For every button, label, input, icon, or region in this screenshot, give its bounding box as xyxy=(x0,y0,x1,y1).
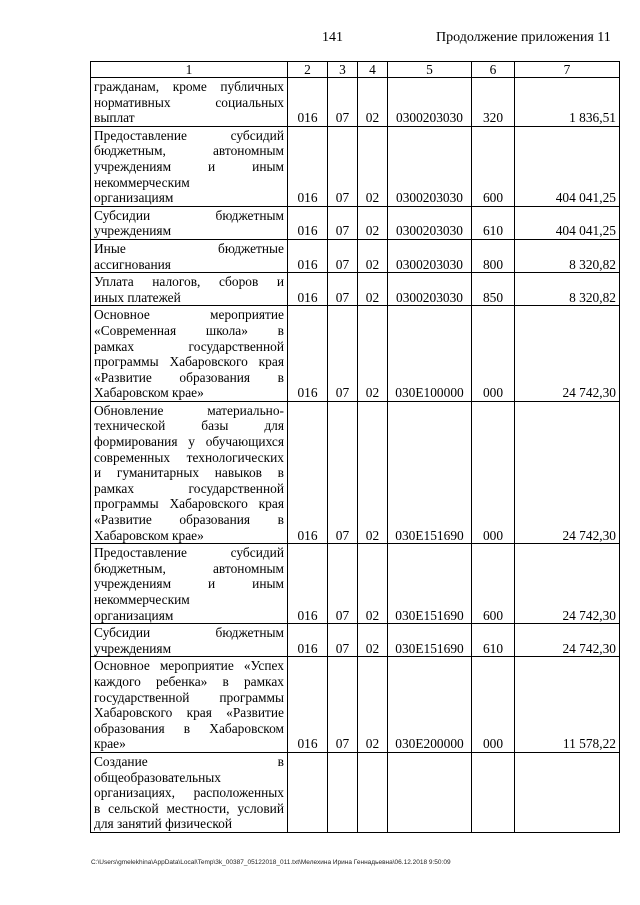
row-name-line: «Развитие образования в xyxy=(94,369,284,385)
row-name-line: программы Хабаровского края xyxy=(94,496,284,512)
row-name-line: Хабаровского края «Развитие xyxy=(94,705,284,721)
subsection-code-cell: 02 xyxy=(358,239,388,272)
row-name-line: рамках государственной xyxy=(94,338,284,354)
row-name-line: бюджетным, автономным xyxy=(94,143,284,159)
row-name-line: Предоставление субсидий xyxy=(94,127,284,143)
ministry-code-cell: 016 xyxy=(288,401,328,543)
amount-cell: 24 742,30 xyxy=(515,306,620,402)
column-header: 5 xyxy=(388,62,472,78)
row-name-line: Обновление материально- xyxy=(94,402,284,418)
expense-type-cell: 800 xyxy=(472,239,515,272)
appendix-title: Продолжение приложения 11 xyxy=(436,30,611,45)
subsection-code-cell: 02 xyxy=(358,126,388,206)
row-name-cell xyxy=(91,624,288,657)
row-name-line: ассигнования xyxy=(94,256,171,272)
table-row xyxy=(91,544,620,624)
amount-cell: 404 041,25 xyxy=(515,126,620,206)
section-code-cell: 07 xyxy=(328,239,358,272)
row-name-line: общеобразовательных xyxy=(94,769,222,785)
target-article-cell: 0300203030 xyxy=(388,78,472,127)
section-code-cell: 07 xyxy=(328,657,358,753)
row-name-line: Создание в xyxy=(94,753,284,769)
ministry-code-cell: 016 xyxy=(288,239,328,272)
table-row xyxy=(91,401,620,543)
section-code-cell: 07 xyxy=(328,544,358,624)
section-code-cell: 07 xyxy=(328,306,358,402)
row-name-cell xyxy=(91,752,288,832)
expense-type-cell: 600 xyxy=(472,544,515,624)
target-article-cell: 0300203030 xyxy=(388,239,472,272)
table-row xyxy=(91,126,620,206)
row-name-line: Хабаровском крае» xyxy=(94,385,204,401)
row-name-line: программы Хабаровского края xyxy=(94,354,284,370)
row-name-line: бюджетным, автономным xyxy=(94,560,284,576)
target-article-cell xyxy=(388,752,472,832)
amount-cell: 8 320,82 xyxy=(515,239,620,272)
row-name-line: учреждениям xyxy=(94,223,172,239)
target-article-cell: 0300203030 xyxy=(388,273,472,306)
subsection-code-cell: 02 xyxy=(358,273,388,306)
target-article-cell: 0300203030 xyxy=(388,126,472,206)
column-header: 1 xyxy=(91,62,288,78)
row-name-line: Субсидии бюджетным xyxy=(94,207,284,223)
column-header: 4 xyxy=(358,62,388,78)
row-name-line: гражданам, кроме публичных xyxy=(94,79,284,94)
subsection-code-cell: 02 xyxy=(358,624,388,657)
ministry-code-cell: 016 xyxy=(288,206,328,239)
amount-cell: 24 742,30 xyxy=(515,624,620,657)
target-article-cell: 030E100000 xyxy=(388,306,472,402)
subsection-code-cell: 02 xyxy=(358,206,388,239)
table-row xyxy=(91,239,620,272)
row-name-line: организациям xyxy=(94,190,174,206)
target-article-cell: 0300203030 xyxy=(388,206,472,239)
row-name-line: некоммерческим xyxy=(94,592,190,607)
expense-type-cell: 850 xyxy=(472,273,515,306)
subsection-code-cell: 02 xyxy=(358,544,388,624)
subsection-code-cell: 02 xyxy=(358,401,388,543)
expense-type-cell: 610 xyxy=(472,624,515,657)
table-row xyxy=(91,273,620,306)
amount-cell: 11 578,22 xyxy=(515,657,620,753)
row-name-cell xyxy=(91,126,288,206)
row-name-line: технической базы для xyxy=(94,418,284,434)
row-name-line: Основное мероприятие «Успех xyxy=(94,658,284,674)
row-name-cell xyxy=(91,401,288,543)
row-name-line: учреждениям и иным xyxy=(94,576,284,592)
row-name-line: Субсидии бюджетным xyxy=(94,625,284,641)
row-name-line: иных платежей xyxy=(94,289,181,305)
row-name-cell xyxy=(91,239,288,272)
table-row xyxy=(91,752,620,832)
ministry-code-cell: 016 xyxy=(288,273,328,306)
row-name-line: «Современная школа» в xyxy=(94,322,284,338)
row-name-line: каждого ребенка» в рамках xyxy=(94,673,284,689)
ministry-code-cell: 016 xyxy=(288,657,328,753)
row-name-line: выплат xyxy=(94,110,135,126)
row-name-line: Иные бюджетные xyxy=(94,240,284,256)
file-path-footer: C:\Users\gmelekhina\AppData\Local\Temp\3k_00387_05122018_011.txt\Мелехина Ирина Геннадьевна\06.12.2018 9:50:09 xyxy=(91,859,451,866)
target-article-cell: 030E151690 xyxy=(388,544,472,624)
section-code-cell: 07 xyxy=(328,78,358,127)
subsection-code-cell: 02 xyxy=(358,657,388,753)
amount-cell: 1 836,51 xyxy=(515,78,620,127)
row-name-line: учреждениям xyxy=(94,640,172,656)
row-name-line: рамках государственной xyxy=(94,480,284,496)
ministry-code-cell: 016 xyxy=(288,126,328,206)
page-number: 141 xyxy=(322,30,343,45)
subsection-code-cell: 02 xyxy=(358,306,388,402)
table-row xyxy=(91,206,620,239)
amount-cell: 24 742,30 xyxy=(515,544,620,624)
row-name-line: крае» xyxy=(94,736,126,752)
row-name-line: организациях, расположенных xyxy=(94,785,284,801)
target-article-cell: 030E151690 xyxy=(388,401,472,543)
row-name-line: для занятий физической xyxy=(94,816,233,832)
row-name-line: государственной программы xyxy=(94,689,284,705)
table-header-row xyxy=(91,62,620,78)
expense-type-cell: 610 xyxy=(472,206,515,239)
row-name-line: формирования у обучающихся xyxy=(94,434,284,450)
budget-table xyxy=(90,61,620,833)
row-name-cell xyxy=(91,206,288,239)
target-article-cell: 030E200000 xyxy=(388,657,472,753)
row-name-line: Хабаровском крае» xyxy=(94,527,204,543)
column-header: 3 xyxy=(328,62,358,78)
section-code-cell: 07 xyxy=(328,401,358,543)
row-name-line: организациям xyxy=(94,607,174,623)
amount-cell: 404 041,25 xyxy=(515,206,620,239)
expense-type-cell: 600 xyxy=(472,126,515,206)
row-name-line: «Развитие образования в xyxy=(94,512,284,528)
column-header: 2 xyxy=(288,62,328,78)
row-name-line: Уплата налогов, сборов и xyxy=(94,274,284,290)
expense-type-cell: 320 xyxy=(472,78,515,127)
row-name-cell xyxy=(91,78,288,127)
expense-type-cell: 000 xyxy=(472,306,515,402)
subsection-code-cell: 02 xyxy=(358,78,388,127)
row-name-line: Предоставление субсидий xyxy=(94,545,284,561)
section-code-cell: 07 xyxy=(328,206,358,239)
amount-cell: 8 320,82 xyxy=(515,273,620,306)
table-row xyxy=(91,657,620,753)
table-row xyxy=(91,306,620,402)
row-name-line: образования в Хабаровском xyxy=(94,720,284,736)
row-name-line: нормативных социальных xyxy=(94,94,284,110)
section-code-cell: 07 xyxy=(328,273,358,306)
ministry-code-cell: 016 xyxy=(288,624,328,657)
amount-cell: 24 742,30 xyxy=(515,401,620,543)
column-header: 7 xyxy=(515,62,620,78)
table-row xyxy=(91,78,620,127)
table-row xyxy=(91,624,620,657)
row-name-line: в сельской местности, условий xyxy=(94,800,284,816)
row-name-cell xyxy=(91,544,288,624)
row-name-cell xyxy=(91,657,288,753)
section-code-cell: 07 xyxy=(328,624,358,657)
amount-cell xyxy=(515,752,620,832)
row-name-cell xyxy=(91,273,288,306)
column-header: 6 xyxy=(472,62,515,78)
target-article-cell: 030E151690 xyxy=(388,624,472,657)
ministry-code-cell: 016 xyxy=(288,544,328,624)
row-name-line: Основное мероприятие xyxy=(94,307,284,323)
ministry-code-cell xyxy=(288,752,328,832)
row-name-line: и гуманитарных навыков в xyxy=(94,465,284,481)
expense-type-cell: 000 xyxy=(472,401,515,543)
ministry-code-cell: 016 xyxy=(288,78,328,127)
subsection-code-cell xyxy=(358,752,388,832)
expense-type-cell xyxy=(472,752,515,832)
row-name-line: учреждениям и иным xyxy=(94,158,284,174)
row-name-line: современных технологических xyxy=(94,449,284,465)
row-name-line: некоммерческим xyxy=(94,174,190,190)
section-code-cell xyxy=(328,752,358,832)
row-name-cell xyxy=(91,306,288,402)
section-code-cell: 07 xyxy=(328,126,358,206)
ministry-code-cell: 016 xyxy=(288,306,328,402)
expense-type-cell: 000 xyxy=(472,657,515,753)
